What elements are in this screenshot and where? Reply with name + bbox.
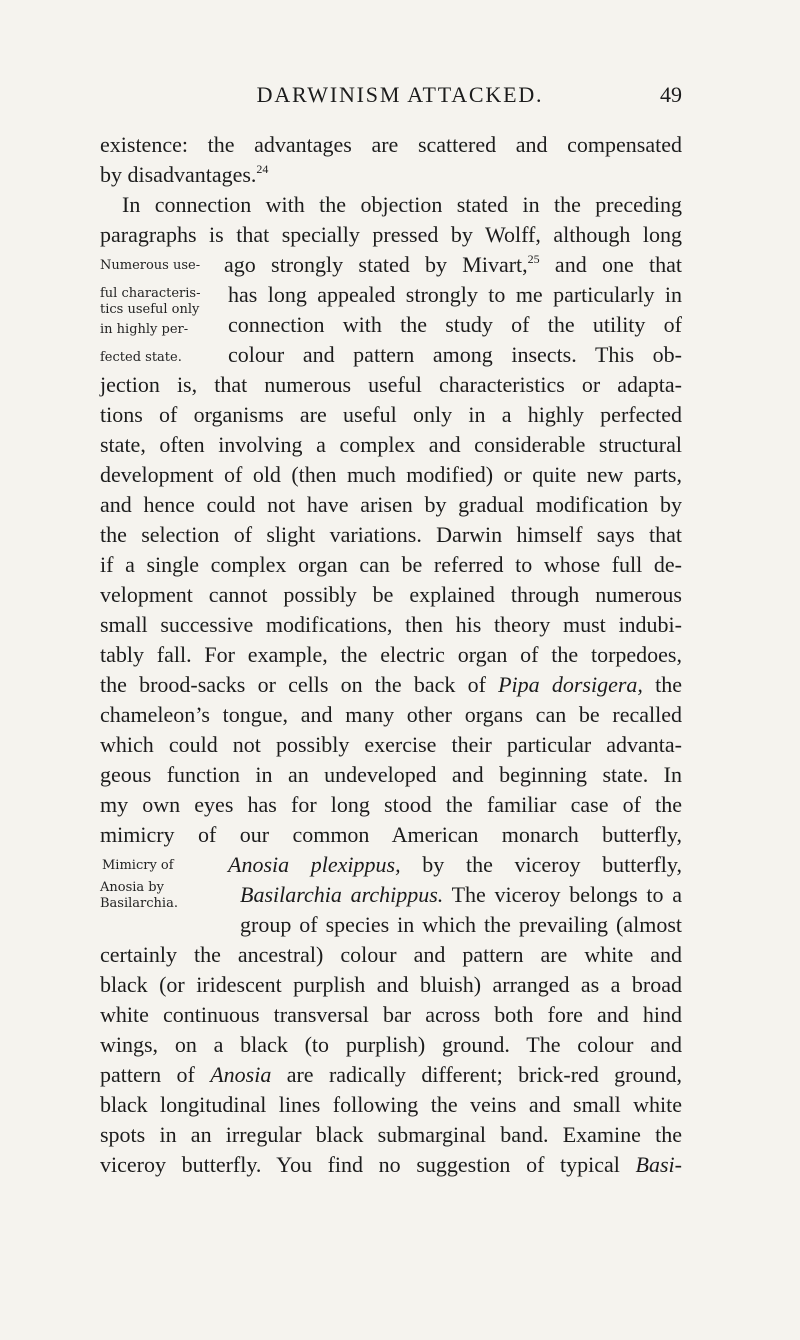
footnote-ref: 25 xyxy=(527,252,540,266)
text-line: development of old (then much modified) or quite new parts, xyxy=(100,462,682,487)
text-span: the xyxy=(642,672,682,697)
text-line: my own eyes has for long stood the familiar case of the xyxy=(100,792,682,817)
running-head: DARWINISM ATTACKED. xyxy=(256,82,544,107)
italic-taxon: Basi- xyxy=(635,1152,682,1177)
text-line: group of species in which the prevailing (almost xyxy=(240,912,682,937)
text-span: and one that xyxy=(539,252,682,277)
text-line: In connection with the objection stated in the preceding xyxy=(122,192,682,217)
sidenote-line: fected state. xyxy=(100,350,182,365)
text-line: white continuous transversal bar across both fore and hind xyxy=(100,1002,682,1027)
text-line: colour and pattern among insects. This ob- xyxy=(228,342,682,367)
text-line xyxy=(100,1060,682,1090)
text-line: jection is, that numerous useful characteristics or adapta- xyxy=(100,372,682,397)
text-line: the selection of slight variations. Darwin himself says that xyxy=(100,522,682,547)
text-span: the brood-sacks or cells on the back of xyxy=(100,672,499,697)
text-span: pattern of xyxy=(100,1062,211,1087)
text-line xyxy=(100,1150,682,1180)
sidenote-line: tics useful only xyxy=(100,302,200,317)
text-line: geous function in an undeveloped and beginning state. In xyxy=(100,762,682,787)
text-line: chameleon’s tongue, and many other organs can be recalled xyxy=(100,702,682,727)
text-line: mimicry of our common American monarch butterfly, xyxy=(100,822,682,847)
sidenote-mimicry xyxy=(100,858,178,912)
text-span: by the viceroy butterfly, xyxy=(400,852,682,877)
italic-taxon: Basilarchia archippus. xyxy=(240,882,444,907)
text-line: tably fall. For example, the electric organ of the torpedoes, xyxy=(100,642,682,667)
text-line: which could not possibly exercise their particular advanta- xyxy=(100,732,682,757)
text-line: state, often involving a complex and considerable structural xyxy=(100,432,682,457)
text-span: are radically different; brick-red ground, xyxy=(271,1062,682,1087)
text-line: if a single complex organ can be referred to whose full de- xyxy=(100,552,682,577)
text-line: connection with the study of the utility of xyxy=(228,312,682,337)
text-line: existence: the advantages are scattered and compensated xyxy=(100,132,682,157)
text-line xyxy=(224,250,682,280)
text-line xyxy=(228,850,682,880)
page-number: 49 xyxy=(660,82,682,107)
sidenote-line: Anosia by xyxy=(100,880,164,895)
text-line xyxy=(100,670,682,700)
italic-taxon: Pipa dorsigera, xyxy=(498,672,643,697)
sidenote-numerous-useful xyxy=(100,258,200,366)
text-line: small successive modifications, then his theory must indubi- xyxy=(100,612,682,637)
text-line: tions of organisms are useful only in a highly perfected xyxy=(100,402,682,427)
text-span: viceroy butterfly. You find no suggestion of typical xyxy=(100,1152,636,1177)
text-span: ago strongly stated by Mivart, xyxy=(224,252,528,277)
text-line: wings, on a black (to purplish) ground. The colour and xyxy=(100,1032,682,1057)
text-line xyxy=(100,160,682,190)
italic-taxon: Anosia xyxy=(210,1062,272,1087)
text-line: black (or iridescent purplish and bluish) arranged as a broad xyxy=(100,972,682,997)
sidenote-line: Mimicry of xyxy=(102,858,174,873)
text-line: and hence could not have arisen by gradual modification by xyxy=(100,492,682,517)
text-span: The viceroy belongs to a xyxy=(443,882,683,907)
sidenote-line: in highly per- xyxy=(100,322,189,337)
sidenote-line: Basilarchia. xyxy=(100,896,178,911)
text-line: spots in an irregular black submarginal band. Examine the xyxy=(100,1122,682,1147)
italic-taxon: Anosia plexippus, xyxy=(228,852,401,877)
sidenote-line: ful characteris- xyxy=(100,286,201,301)
text-line: has long appealed strongly to me particularly in xyxy=(228,282,682,307)
footnote-ref: 24 xyxy=(256,162,269,176)
text-line: paragraphs is that specially pressed by Wolff, although long xyxy=(100,222,682,247)
text-line: black longitudinal lines following the veins and small white xyxy=(100,1092,682,1117)
text-line: certainly the ancestral) colour and pattern are white and xyxy=(100,942,682,967)
page-header xyxy=(0,80,800,112)
text-span: by disadvantages. xyxy=(100,162,257,187)
text-line: velopment cannot possibly be explained through numerous xyxy=(100,582,682,607)
sidenote-line: Numerous use- xyxy=(100,258,201,273)
text-line xyxy=(240,880,682,910)
